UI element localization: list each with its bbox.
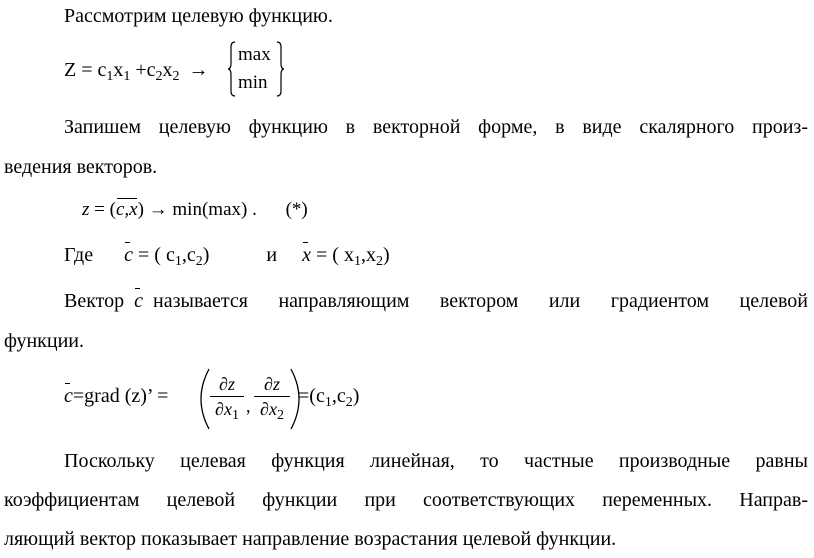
- gradient-text-a: Вектор: [64, 290, 125, 312]
- vector-c-def: = ( c: [133, 244, 175, 266]
- sub-2: 2: [155, 69, 163, 84]
- denominator-1: $\partial x_1$: [210, 396, 244, 421]
- grad-result-close: ): [352, 385, 360, 407]
- formula-z: z: [82, 199, 90, 220]
- vector-c-close: ): [202, 244, 210, 266]
- vector-x-close: ): [382, 244, 390, 266]
- formula-star: (*): [285, 199, 308, 220]
- fraction-comma: ,: [246, 396, 251, 416]
- paragraph-vector-form-line2: ведения векторов.: [4, 156, 158, 178]
- grad-result-comma: ,c: [331, 385, 346, 407]
- sub-2: 2: [375, 254, 383, 269]
- numerator-1: ∂z: [219, 374, 235, 394]
- vector-x-comma: ,x: [360, 244, 376, 266]
- sub-2: 2: [195, 254, 203, 269]
- sub-1: 1: [174, 254, 182, 269]
- brace-options: [238, 41, 271, 97]
- vector-x-def: = ( x: [311, 244, 354, 266]
- sub-1: 1: [324, 395, 332, 410]
- fraction-dz-dx2: [254, 372, 290, 421]
- formula-lhs: Z = c: [64, 59, 107, 81]
- formula-arrow-minmax: ) → min(max) .: [137, 199, 257, 220]
- sub-1: 1: [353, 254, 361, 269]
- formula-x2: x: [162, 59, 173, 81]
- paragraph-linear-line1: Поскольку целевая функция линейная, то частные производные равны: [64, 450, 808, 472]
- grad-text: =grad (z)’ =: [72, 385, 169, 407]
- gradient-formula-left: [64, 384, 168, 408]
- paragraph-gradient-line2: функции.: [4, 330, 84, 352]
- left-paren-icon: [200, 368, 210, 430]
- scalar-product-formula: [82, 198, 308, 222]
- sub-2: 2: [172, 69, 180, 84]
- vector-definitions: [64, 243, 390, 267]
- objective-function-formula: [64, 58, 209, 82]
- paragraph-gradient-line1: [64, 289, 808, 313]
- max-min-brace: [228, 41, 284, 97]
- brace-max: max: [238, 44, 271, 65]
- formula-plus: +c: [130, 59, 156, 81]
- gradient-text-b: называется направляющим вектором или градиентом целевой: [153, 290, 808, 312]
- vector-x: x: [302, 244, 311, 266]
- paragraph-linear-line3: ляющий вектор показывает направление возрастания целевой функции.: [4, 528, 617, 550]
- grad-result: =(c: [298, 385, 325, 407]
- denominator-2: $\partial x_2$: [254, 396, 290, 421]
- formula-x1: x: [113, 59, 124, 81]
- paragraph-intro: Рассмотрим целевую функцию.: [64, 5, 333, 27]
- gradient-vector-c: c: [134, 290, 144, 312]
- numerator-2: ∂z: [264, 374, 280, 394]
- and-label: и: [266, 244, 278, 266]
- left-brace-icon: [228, 41, 236, 97]
- brace-min: min: [238, 72, 268, 93]
- sub-1: 1: [123, 69, 131, 84]
- vector-c: c: [124, 244, 134, 266]
- where-label: Где: [64, 244, 94, 266]
- sub-2: 2: [345, 395, 353, 410]
- formula-cx-overlined: c,x: [115, 199, 138, 220]
- vector-c-comma: ,c: [181, 244, 196, 266]
- right-brace-icon: [276, 41, 284, 97]
- arrow: →: [188, 59, 209, 81]
- fraction-dz-dx1: [210, 372, 244, 421]
- grad-c: c: [64, 385, 73, 407]
- gradient-formula-right: [298, 384, 359, 408]
- formula-eq-open: = (: [89, 199, 116, 220]
- paragraph-linear-line2: коэффициентам целевой функции при соответствующих переменных. Направ-: [4, 489, 808, 511]
- paragraph-vector-form-line1: Запишем целевую функцию в векторной форме, в виде скалярного произ-: [64, 116, 808, 138]
- partial-derivatives-group: [200, 368, 300, 430]
- sub-1: 1: [106, 69, 114, 84]
